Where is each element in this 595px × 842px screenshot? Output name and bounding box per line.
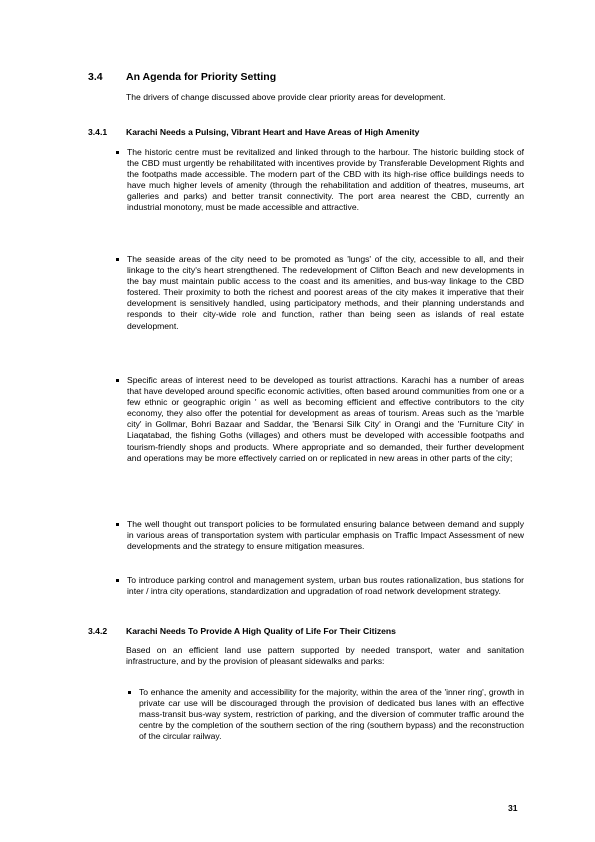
section-title: An Agenda for Priority Setting [126,71,277,83]
bullet-icon [128,691,131,694]
subsection-number-1: 3.4.1 [88,127,108,137]
bullet-icon [116,379,119,382]
subsection-heading-2 [88,626,528,637]
bullet-icon [116,151,119,154]
subsection-heading-1 [88,127,528,138]
list-item-text: The well thought out transport policies to be formulated ensuring balance between demand and supply in various areas of transportation system with particular emphasis on Traffic Impact Assessment of new developments and the strategy to ensure mitigation measures. [127,519,524,552]
section-intro: The drivers of change discussed above provide clear priority areas for development. [126,92,446,102]
section-number: 3.4 [88,71,103,83]
bullet-icon [116,523,119,526]
subsection-number-2: 3.4.2 [88,626,108,636]
list-item-text: Specific areas of interest need to be developed as tourist attractions. Karachi has a number of areas that have developed around specific economic activities, often based around communities from one or a few ethnic or geographic origin ' as well as becoming efficient and effective contributors to the city economy, they also offer the potential for development as areas of tourism. Areas such as the 'marble city' in Gollmar, Bohri Bazaar and Saddar, the 'Benarsi Silk City' in Orangi and the 'Furniture City' in Liaqatabad, the fishing Goths (villages) and others must be developed with accessible footpaths and tourism-friendly shops and products. Where appropriate and so demanded, their further development and operations may be more effectively carried on or replicated in new areas in other parts of the city; [127,375,524,463]
list-item-text: To enhance the amenity and accessibility for the majority, within the area of the 'inner ring', growth in private car use will be discouraged through the provision of dedicated bus lanes with an effective mass-transit bus-way system, restriction of parking, and the diversion of commuter traffic around the centre by the completion of the southern section of the ring (southern bypass) and the reconstruction of the circular railway. [139,687,524,742]
subsection-title-2: Karachi Needs To Provide A High Quality of Life For Their Citizens [126,626,396,636]
subsection-intro-2: Based on an efficient land use pattern supported by needed transport, water and sanitation infrastructure, and by the provision of pleasant sidewalks and parks: [126,645,524,667]
list-item-text: The historic centre must be revitalized and linked through to the harbour. The historic building stock of the CBD must urgently be rehabilitated with incentives provide by Transferable Development Rights and the footpaths made accessible. The modern part of the CBD with its high-rise office buildings needs to have much higher levels of amenity (through the rehabilitation and addition of theatres, museums, art galleries and parks) and better transit connectivity. The port area nearest the CBD, currently an industrial monotony, must be made accessible and attractive. [127,147,524,213]
section-heading [88,71,518,84]
list-item-text: To introduce parking control and management system, urban bus routes rationalization, bus stations for inter / intra city operations, standardization and upgradation of road network development strategy. [127,575,524,597]
list-item-text: The seaside areas of the city need to be promoted as 'lungs' of the city, accessible to all, and their linkage to the city's heart strengthened. The redevelopment of Clifton Beach and new developments in the bay must maintain public access to the coast and its amenities, and bus-way linkage to the CBD fostered. Their proximity to both the richest and poorest areas of the city makes it imperative that their development is sensitively handled, using participatory methods, and their planning understands and responds to their city-wide role and function, rather than being seen as islands of real estate development. [127,254,524,331]
bullet-icon [116,258,119,261]
subsection-title-1: Karachi Needs a Pulsing, Vibrant Heart and Have Areas of High Amenity [126,127,420,137]
bullet-icon [116,579,119,582]
page-number: 31 [508,803,518,813]
